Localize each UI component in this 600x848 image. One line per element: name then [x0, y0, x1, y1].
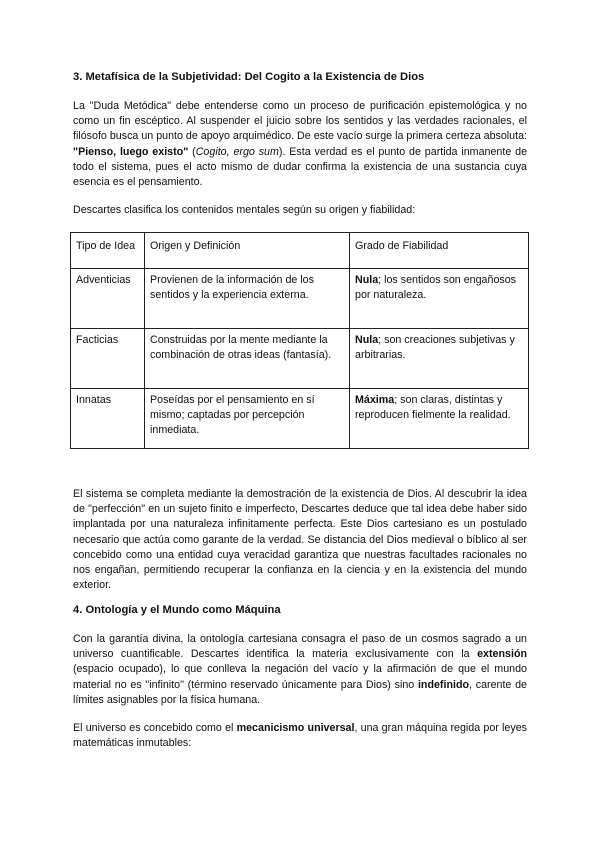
indefinido-bold: indefinido [417, 678, 470, 691]
idea-origin-cell: Poseídas por el pensamiento en sí mismo; captadas por percepción inmediata. [145, 389, 350, 449]
reliability-text: ; los sentidos son engañosos por naturaleza. [355, 274, 517, 302]
section-3-paragraph-2: Descartes clasifica los contenidos mentales según su origen y fiabilidad: [73, 204, 416, 216]
cogito-bold: "Pienso, luego existo" [73, 145, 189, 158]
table-header-cell: Grado de Fiabilidad [350, 233, 529, 269]
section-3-paragraph-3: El sistema se completa mediante la demostración de la existencia de Dios. Al descubrir la idea de "perfección" en un sujeto finito e imperfecto, Descartes deduce que tal idea debe haber sido implantada por una naturaleza infinitamente perfecta. Este Dios cartesiano es un postulado necesario que actúa como garante de la verdad. Se distancia del Dios medieval o bíblico al ser concebido como una entidad cuya veracidad garantiza que nuestras facultades racionales no nos engañan, permitiendo recuperar la confianza en la ciencia y en la existencia del mundo exterior. [73, 488, 527, 592]
idea-reliability-cell [350, 389, 529, 449]
table-header-cell: Origen y Definición [145, 233, 350, 269]
ideas-table [70, 232, 529, 449]
idea-origin-cell: Provienen de la información de los sentidos y la experiencia externa. [145, 269, 350, 329]
cogito-latin: Cogito, ergo sum [195, 145, 279, 158]
table-row [71, 329, 529, 389]
section-3-paragraph-1 [73, 99, 527, 190]
reliability-level: Máxima [355, 394, 395, 406]
text-run: El universo es concebido como el [73, 722, 237, 734]
text-run: ). Esta verdad es el punto de partida inmanente de todo el sistema, pues el acto mismo de dudar confirma la existencia de una sustancia cuya esencia es el pensamiento. [73, 145, 528, 189]
idea-type-cell: Innatas [71, 389, 145, 449]
text-run: , carente de límites asignables por la física humana. [73, 678, 527, 706]
idea-origin-cell: Construidas por la mente mediante la combinación de otras ideas (fantasía). [145, 329, 350, 389]
text-run: La "Duda Metódica" debe entenderse como un proceso de purificación epistemológica y no como un fin escéptico. Al suspender el juicio sobre los sentidos y las verdades racionales, el filósofo busca un punto de apoyo arquimédico. De este vacío surge la primera certeza absoluta: [73, 100, 527, 143]
idea-type-cell: Facticias [71, 329, 145, 389]
table-header-row [71, 233, 529, 269]
text-run: Con la garantía divina, la ontología cartesiana consagra el paso de un cosmos sagrado a un universo cuantificable. Descartes identifica la materia exclusivamente con la [73, 633, 527, 661]
idea-reliability-cell [350, 269, 529, 329]
reliability-text: ; son creaciones subjetivas y arbitrarias. [355, 334, 515, 362]
section-3-heading: 3. Metafísica de la Subjetividad: Del Cogito a la Existencia de Dios [73, 71, 425, 83]
table-row [71, 389, 529, 449]
reliability-level: Nula [355, 334, 379, 346]
section-4-paragraph-2 [73, 721, 527, 751]
text-run: ( [188, 145, 196, 158]
reliability-level: Nula [355, 274, 379, 286]
text-run: , una gran máquina regida por leyes matemáticas inmutables: [73, 722, 527, 750]
mecanicismo-bold: mecanicismo universal [236, 722, 355, 734]
idea-reliability-cell [350, 329, 529, 389]
reliability-text: ; son claras, distintas y reproducen fielmente la realidad. [355, 394, 511, 422]
extension-bold: extensión [477, 648, 527, 661]
text-run: (espacio ocupado), lo que conlleva la negación del vacío y la afirmación de que el mundo material no es "infinito" (término reservado únicamente para Dios) sino [73, 663, 527, 691]
idea-type-cell: Adventicias [71, 269, 145, 329]
table-row [71, 269, 529, 329]
section-4-heading: 4. Ontología y el Mundo como Máquina [73, 604, 281, 616]
table-header-cell: Tipo de Idea [71, 233, 145, 269]
section-4-paragraph-1 [73, 632, 527, 708]
